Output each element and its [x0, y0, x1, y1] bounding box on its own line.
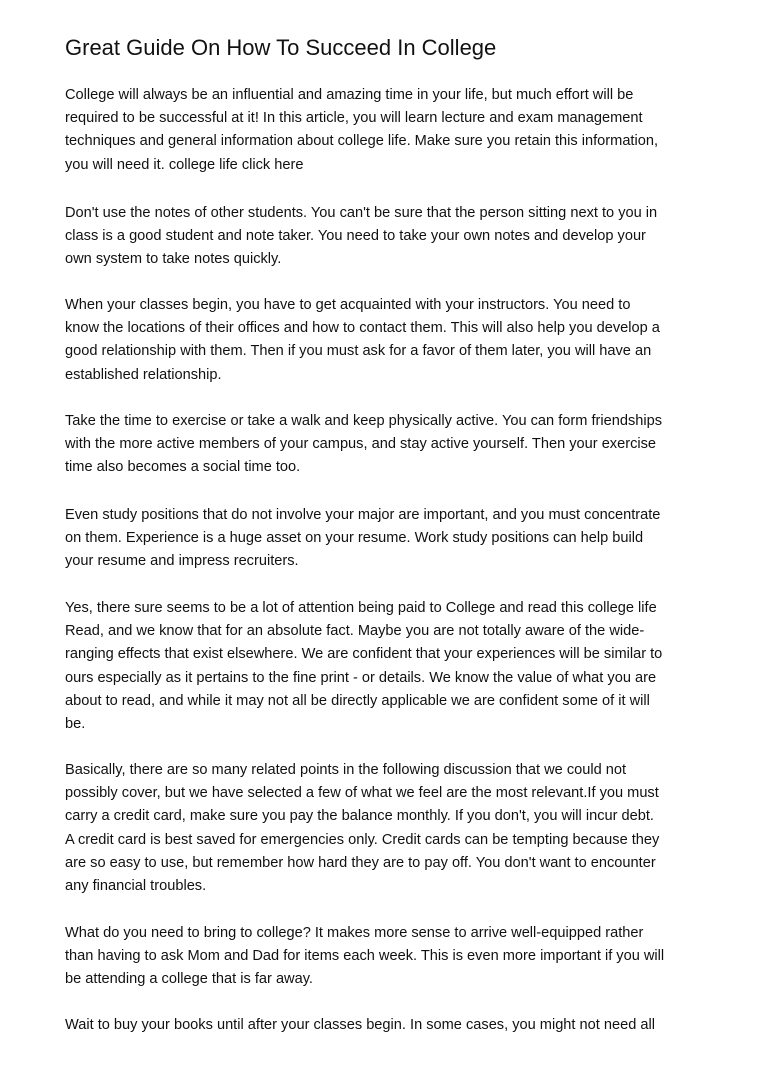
paragraph-line: on them. Experience is a huge asset on your resume. Work study positions can help build: [65, 530, 644, 547]
paragraph-line: A credit card is best saved for emergencies only. Credit cards can be tempting because they: [65, 831, 660, 848]
paragraph-intro: [65, 84, 715, 177]
paragraph-line: Don't use the notes of other students. You can't be sure that the person sitting next to you in: [65, 205, 658, 221]
paragraph-line: you will need it. college life click here: [65, 156, 304, 173]
paragraph-line: Basically, there are so many related points in the following discussion that we could not: [65, 762, 627, 778]
paragraph-line: class is a good student and note taker. You need to take your own notes and develop your: [65, 228, 646, 245]
paragraph-notes: [65, 202, 715, 272]
paragraph-line: possibly cover, but we have selected a few of what we feel are the most relevant.If you must: [65, 785, 659, 802]
paragraph-line: with the more active members of your campus, and stay active yourself. Then your exercise: [65, 436, 657, 453]
paragraph-attention: [65, 597, 715, 736]
paragraph-line: time also becomes a social time too.: [65, 459, 301, 476]
paragraph-line: good relationship with them. Then if you must ask for a favor of them later, you will have an: [65, 343, 652, 360]
paragraph-line: Yes, there sure seems to be a lot of attention being paid to College and read this college life: [65, 600, 657, 616]
page-title: Great Guide On How To Succeed In College: [65, 35, 497, 60]
paragraph-work-study: [65, 504, 715, 574]
paragraph-instructors: [65, 294, 715, 387]
paragraph-line: be attending a college that is far away.: [65, 971, 313, 988]
paragraph-line: techniques and general information about college life. Make sure you retain this information,: [65, 133, 659, 150]
paragraph-line: Take the time to exercise or take a walk and keep physically active. You can form friendships: [65, 413, 663, 429]
paragraph-line: established relationship.: [65, 366, 222, 383]
paragraph-line: be.: [65, 716, 86, 733]
paragraph-credit-card: [65, 759, 715, 898]
paragraph-line: ours especially as it pertains to the fine print - or details. We know the value of what you are: [65, 669, 657, 686]
paragraph-line: your resume and impress recruiters.: [65, 553, 299, 570]
paragraph-exercise: [65, 410, 715, 480]
paragraph-line: What do you need to bring to college? It makes more sense to arrive well-equipped rather: [65, 925, 644, 941]
paragraph-line: Even study positions that do not involve your major are important, and you must concentrate: [65, 507, 661, 523]
paragraph-line: about to read, and while it may not all be directly applicable we are confident some of it will: [65, 692, 650, 709]
paragraph-line: own system to take notes quickly.: [65, 251, 282, 268]
paragraph-line: Wait to buy your books until after your classes begin. In some cases, you might not need all: [65, 1017, 655, 1033]
paragraph-line: carry a credit card, make sure you pay the balance monthly. If you don't, you will incur debt.: [65, 808, 654, 825]
paragraph-bring-to-college: [65, 922, 715, 992]
paragraph-line: ranging effects that exist elsewhere. We are confident that your experiences will be similar to: [65, 646, 663, 663]
paragraph-books: [65, 1014, 715, 1037]
paragraph-line: College will always be an influential and amazing time in your life, but much effort will be: [65, 87, 634, 103]
paragraph-line: any financial troubles.: [65, 878, 207, 895]
paragraph-line: When your classes begin, you have to get acquainted with your instructors. You need to: [65, 297, 631, 313]
paragraph-line: Read, and we know that for an absolute fact. Maybe you are not totally aware of the wide-: [65, 623, 645, 640]
paragraph-line: are so easy to use, but remember how hard they are to pay off. You don't want to encounter: [65, 854, 656, 871]
paragraph-line: than having to ask Mom and Dad for items each week. This is even more important if you will: [65, 948, 665, 965]
paragraph-line: required to be successful at it! In this article, you will learn lecture and exam management: [65, 110, 643, 127]
paragraph-line: know the locations of their offices and how to contact them. This will also help you develop a: [65, 320, 660, 337]
